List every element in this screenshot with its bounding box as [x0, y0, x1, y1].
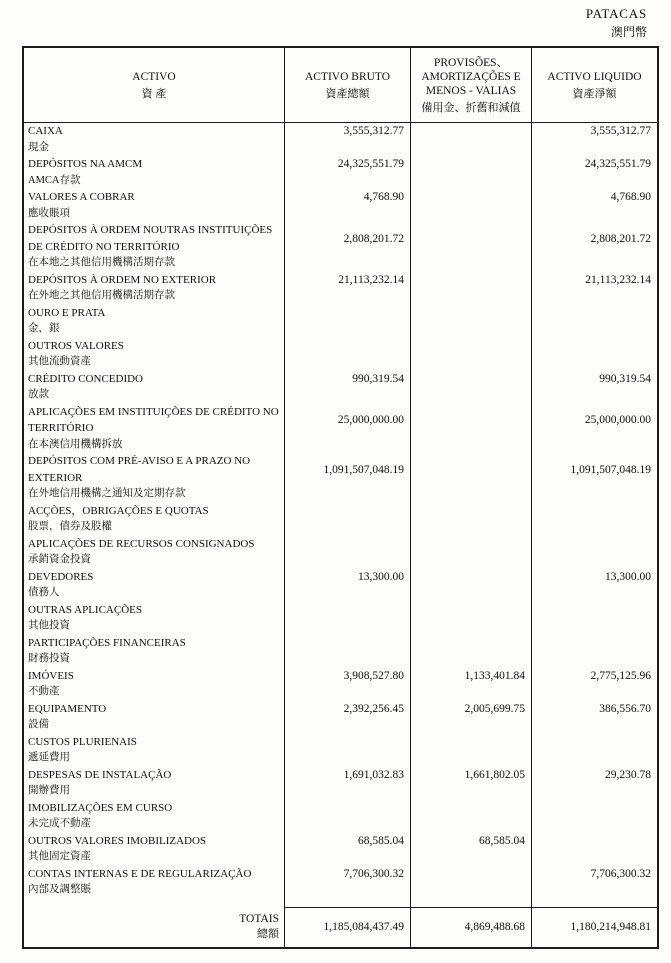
column-divider	[410, 354, 531, 371]
column-divider	[284, 618, 410, 635]
table-row	[24, 156, 657, 189]
column-divider	[410, 585, 531, 602]
activo-liquido-value: 1,091,507,048.19	[531, 453, 657, 486]
column-divider	[410, 717, 531, 734]
row-label-pt: CUSTOS PLURIENAIS	[28, 735, 137, 748]
provisoes-value: 68,585.04	[410, 833, 531, 850]
column-divider	[284, 684, 410, 701]
row-label-cn: 設備	[28, 719, 49, 730]
column-divider	[410, 387, 531, 404]
column-divider	[531, 552, 657, 569]
table-body	[24, 123, 657, 907]
column-divider	[284, 552, 410, 569]
totals-label-pt: TOTAIS	[239, 912, 279, 925]
row-label-cn: AMCA存款	[28, 174, 81, 186]
column-divider	[284, 816, 410, 833]
row-label-pt: EQUIPAMENTO	[28, 702, 107, 715]
activo-bruto-value	[284, 536, 410, 553]
row-label-cn: 在外地之其他信用機構活期存款	[28, 290, 175, 301]
column-divider	[410, 437, 531, 454]
column-divider	[410, 140, 531, 157]
activo-liquido-value	[531, 503, 657, 520]
provisoes-value	[410, 602, 531, 619]
row-label-cn: 股票，債券及股權	[28, 521, 112, 532]
column-divider	[410, 882, 531, 907]
row-label-cn: 在本澳信用機構拆放	[28, 438, 123, 450]
table-row	[24, 123, 657, 156]
column-divider	[410, 519, 531, 536]
provisoes-value	[410, 189, 531, 206]
row-label-cn: 未完成不動產	[28, 818, 91, 829]
provisoes-value	[410, 123, 531, 140]
row-label-cn: 財務投資	[28, 653, 70, 664]
header-provisoes	[410, 48, 531, 122]
activo-liquido-value	[531, 305, 657, 322]
column-divider	[531, 486, 657, 503]
table-row	[24, 453, 657, 503]
column-divider	[410, 750, 531, 767]
column-divider	[284, 354, 410, 371]
activo-liquido-value: 24,325,551.79	[531, 156, 657, 173]
activo-liquido-value: 2,808,201.72	[531, 222, 657, 255]
column-divider	[531, 255, 657, 272]
activo-bruto-value: 24,325,551.79	[284, 156, 410, 173]
column-divider	[531, 882, 657, 907]
column-divider	[410, 651, 531, 668]
provisoes-value	[410, 156, 531, 173]
column-divider	[410, 684, 531, 701]
table-row	[24, 272, 657, 305]
activo-bruto-value	[284, 503, 410, 520]
table-row	[24, 503, 657, 536]
provisoes-value: 2,005,699.75	[410, 701, 531, 718]
column-divider	[410, 816, 531, 833]
row-label-pt: IMÓVEIS	[28, 669, 74, 682]
table-row	[24, 800, 657, 833]
table-row	[24, 701, 657, 734]
row-label-pt: DESPESAS DE INSTALAÇÃO	[28, 768, 172, 781]
activo-bruto-value: 25,000,000.00	[284, 404, 410, 437]
column-divider	[410, 783, 531, 800]
activo-liquido-value: 13,300.00	[531, 569, 657, 586]
row-label-pt: PARTICIPAÇÕES FINANCEIRAS	[28, 636, 186, 649]
provisoes-value	[410, 222, 531, 255]
activo-bruto-value	[284, 602, 410, 619]
column-divider	[531, 354, 657, 371]
row-label-cn: 開辦費用	[28, 785, 70, 796]
activo-bruto-value: 990,319.54	[284, 371, 410, 388]
row-label-pt: DEPÓSITOS À ORDEM NO EXTERIOR	[28, 273, 217, 286]
column-divider	[284, 651, 410, 668]
activo-liquido-value	[531, 833, 657, 850]
column-divider	[410, 255, 531, 272]
currency-label	[586, 6, 647, 40]
row-label-pt: OUTROS VALORES	[28, 339, 124, 352]
column-divider	[284, 585, 410, 602]
row-label-pt: CAIXA	[28, 125, 63, 137]
activo-liquido-value	[531, 635, 657, 652]
row-label-pt: VALORES A COBRAR	[28, 191, 135, 203]
activo-liquido-value: 3,555,312.77	[531, 123, 657, 140]
provisoes-value	[410, 371, 531, 388]
totals-label	[24, 907, 284, 947]
provisoes-value	[410, 305, 531, 322]
row-label-cn: 內部及調整賬	[28, 884, 91, 895]
row-label-cn: 債務人	[28, 587, 60, 598]
activo-bruto-value: 3,555,312.77	[284, 123, 410, 140]
column-divider	[284, 849, 410, 866]
row-label-cn: 在本地之其他信用機構活期存款	[28, 257, 175, 268]
activo-liquido-value: 29,230.78	[531, 767, 657, 784]
row-label-pt: DEPÓSITOS NA AMCM	[28, 158, 143, 170]
activo-liquido-value: 2,775,125.96	[531, 668, 657, 685]
activo-bruto-value: 7,706,300.32	[284, 866, 410, 883]
column-divider	[284, 206, 410, 223]
row-label-pt: APLICAÇÕES DE RECURSOS CONSIGNADOS	[28, 537, 255, 550]
provisoes-value: 1,661,802.05	[410, 767, 531, 784]
column-divider	[284, 255, 410, 272]
activo-bruto-value	[284, 338, 410, 355]
column-divider	[531, 437, 657, 454]
header-activo-pt: ACTIVO	[132, 70, 176, 83]
provisoes-value	[410, 404, 531, 437]
column-divider	[284, 387, 410, 404]
activo-liquido-value	[531, 338, 657, 355]
activo-bruto-value	[284, 305, 410, 322]
assets-table	[22, 46, 659, 949]
row-label-pt: CRÉDITO CONCEDIDO	[28, 372, 143, 385]
header-activo-liquido-pt: ACTIVO LIQUIDO	[547, 70, 642, 83]
row-label-pt: OURO E PRATA	[28, 306, 106, 319]
provisoes-value: 1,133,401.84	[410, 668, 531, 685]
row-label-cn: 其他固定資產	[28, 851, 91, 862]
column-divider	[531, 717, 657, 734]
activo-bruto-value: 1,091,507,048.19	[284, 453, 410, 486]
column-divider	[531, 288, 657, 305]
column-divider	[531, 519, 657, 536]
row-label-cn: 現金	[28, 141, 49, 153]
totals-activo-bruto-value: 1,185,084,437.49	[284, 907, 410, 947]
row-label-cn: 遞延費用	[28, 752, 70, 763]
column-divider	[410, 618, 531, 635]
header-activo	[24, 48, 284, 122]
column-divider	[531, 140, 657, 157]
column-divider	[284, 288, 410, 305]
row-label-pt: DEPÓSITOS À ORDEM NOUTRAS INSTITUIÇÕES DE CRÉDITO NO TERRITÓRIO	[28, 224, 273, 253]
currency-name-chinese: 澳門幣	[610, 25, 647, 39]
totals-label-cn: 總額	[257, 927, 279, 940]
activo-bruto-value: 2,808,201.72	[284, 222, 410, 255]
column-divider	[284, 783, 410, 800]
column-divider	[531, 783, 657, 800]
column-divider	[410, 288, 531, 305]
row-label-pt: CONTAS INTERNAS E DE REGULARIZAÇÃO	[28, 867, 252, 880]
header-provisoes-pt: PROVISÕES、AMORTIZAÇÕES E MENOS - VALIAS	[421, 56, 521, 97]
table-row	[24, 866, 657, 907]
table-row	[24, 189, 657, 222]
header-activo-bruto	[284, 48, 410, 122]
totals-row	[24, 907, 657, 947]
row-label-pt: APLICAÇÕES EM INSTITUIÇÕES DE CRÉDITO NO TERRITÓRIO	[28, 405, 279, 434]
row-label-pt: DEVEDORES	[28, 570, 94, 583]
provisoes-value	[410, 503, 531, 520]
column-divider	[284, 140, 410, 157]
activo-liquido-value: 386,556.70	[531, 701, 657, 718]
activo-bruto-value: 21,113,232.14	[284, 272, 410, 289]
row-label-cn: 不動產	[28, 686, 60, 697]
activo-liquido-value: 25,000,000.00	[531, 404, 657, 437]
table-row	[24, 222, 657, 272]
row-label-pt: IMOBILIZAÇÕES EM CURSO	[28, 801, 173, 814]
provisoes-value	[410, 800, 531, 817]
activo-liquido-value	[531, 734, 657, 751]
activo-liquido-value: 21,113,232.14	[531, 272, 657, 289]
table-row	[24, 602, 657, 635]
totals-provisoes-value: 4,869,488.68	[410, 907, 531, 947]
row-label-pt: OUTROS VALORES IMOBILIZADOS	[28, 834, 207, 847]
column-divider	[531, 816, 657, 833]
provisoes-value	[410, 338, 531, 355]
activo-bruto-value	[284, 800, 410, 817]
column-divider	[410, 173, 531, 190]
activo-bruto-value: 3,908,527.80	[284, 668, 410, 685]
table-row	[24, 536, 657, 569]
activo-liquido-value: 4,768.90	[531, 189, 657, 206]
column-divider	[531, 321, 657, 338]
provisoes-value	[410, 635, 531, 652]
column-divider	[531, 206, 657, 223]
column-divider	[284, 519, 410, 536]
activo-bruto-value: 1,691,032.83	[284, 767, 410, 784]
column-divider	[531, 684, 657, 701]
activo-bruto-value: 13,300.00	[284, 569, 410, 586]
table-row	[24, 635, 657, 668]
row-label-pt: ACÇÕES，OBRIGAÇÕES E QUOTAS	[28, 504, 209, 517]
column-divider	[531, 750, 657, 767]
column-divider	[410, 486, 531, 503]
activo-liquido-value	[531, 536, 657, 553]
column-divider	[284, 437, 410, 454]
table-row	[24, 404, 657, 454]
row-label-pt: DEPÓSITOS COM PRÉ-AVISO E A PRAZO NO EXTERIOR	[28, 455, 251, 484]
table-row	[24, 305, 657, 338]
column-divider	[410, 849, 531, 866]
activo-liquido-value: 990,319.54	[531, 371, 657, 388]
column-divider	[410, 552, 531, 569]
column-divider	[410, 321, 531, 338]
table-row	[24, 734, 657, 767]
activo-liquido-value	[531, 602, 657, 619]
table-row	[24, 767, 657, 800]
row-label-cn: 應收賬項	[28, 207, 70, 219]
header-activo-liquido-cn: 資產淨額	[572, 87, 617, 100]
activo-bruto-value	[284, 734, 410, 751]
table-row	[24, 338, 657, 371]
column-divider	[531, 618, 657, 635]
row-label-pt: OUTRAS APLICAÇÕES	[28, 603, 142, 616]
column-divider	[284, 882, 410, 907]
activo-liquido-value: 7,706,300.32	[531, 866, 657, 883]
provisoes-value	[410, 569, 531, 586]
activo-bruto-value	[284, 635, 410, 652]
column-divider	[410, 206, 531, 223]
provisoes-value	[410, 272, 531, 289]
row-label-cn: 其他投資	[28, 620, 70, 631]
row-label-cn: 在外地信用機構之通知及定期存款	[28, 488, 186, 499]
column-divider	[284, 321, 410, 338]
activo-bruto-value: 2,392,256.45	[284, 701, 410, 718]
table-row	[24, 668, 657, 701]
activo-bruto-value: 68,585.04	[284, 833, 410, 850]
header-activo-cn: 資 產	[141, 87, 167, 100]
table-header	[24, 48, 657, 123]
row-label-cn: 其他流動資產	[28, 356, 91, 367]
row-label-cn: 放款	[28, 389, 49, 400]
column-divider	[531, 387, 657, 404]
column-divider	[284, 486, 410, 503]
totals-activo-liquido-value: 1,180,214,948.81	[531, 907, 657, 947]
row-label-cn: 承銷資金投資	[28, 554, 91, 565]
header-activo-bruto-cn: 資產總額	[325, 87, 370, 100]
table-row	[24, 371, 657, 404]
provisoes-value	[410, 453, 531, 486]
table-row	[24, 833, 657, 866]
header-activo-liquido	[531, 48, 657, 122]
activo-bruto-value: 4,768.90	[284, 189, 410, 206]
provisoes-value	[410, 866, 531, 883]
table-row	[24, 569, 657, 602]
provisoes-value	[410, 536, 531, 553]
column-divider	[284, 750, 410, 767]
column-divider	[284, 717, 410, 734]
provisoes-value	[410, 734, 531, 751]
header-provisoes-cn: 備用金、折舊和減值	[421, 101, 521, 114]
column-divider	[284, 173, 410, 190]
row-label-cn: 金，銀	[28, 323, 60, 334]
column-divider	[531, 173, 657, 190]
activo-liquido-value	[531, 800, 657, 817]
currency-name: PATACAS	[585, 6, 647, 21]
header-activo-bruto-pt: ACTIVO BRUTO	[304, 70, 391, 83]
column-divider	[531, 651, 657, 668]
column-divider	[531, 585, 657, 602]
column-divider	[531, 849, 657, 866]
